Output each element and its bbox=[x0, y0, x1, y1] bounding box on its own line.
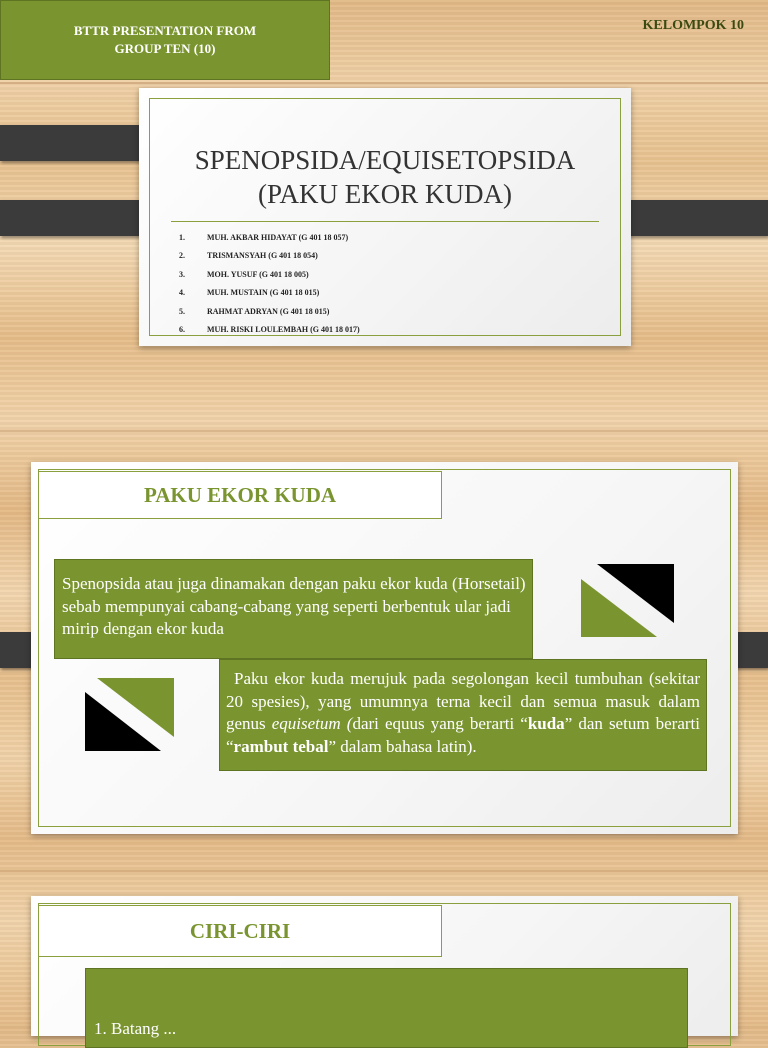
member-number: 1. bbox=[179, 232, 185, 242]
decor-bar bbox=[0, 200, 155, 236]
member-name: TRISMANSYAH (G 401 18 054) bbox=[207, 251, 318, 261]
decor-bar bbox=[613, 200, 768, 236]
presentation-title-box bbox=[0, 0, 330, 80]
explanation-box bbox=[219, 659, 707, 771]
title-slide bbox=[139, 88, 631, 346]
member-name: MOH. YUSUF (G 401 18 005) bbox=[207, 269, 309, 279]
text-segment: ” dan setum berarti “ bbox=[226, 714, 700, 756]
presentation-title-line2: GROUP TEN (10) bbox=[114, 41, 216, 56]
member-item bbox=[179, 265, 360, 284]
explanation-text bbox=[226, 668, 700, 758]
characteristics-box bbox=[85, 968, 688, 1048]
member-number: 6. bbox=[179, 325, 185, 335]
content-slide bbox=[31, 462, 738, 834]
member-name: MUH. MUSTAIN (G 401 18 015) bbox=[207, 288, 320, 298]
text-segment: dari equus yang berarti “ bbox=[352, 714, 528, 733]
title-divider bbox=[171, 221, 599, 222]
member-item bbox=[179, 247, 360, 266]
characteristics-slide bbox=[31, 896, 738, 1036]
slide-title bbox=[139, 143, 631, 211]
definition-box: Spenopsida atau juga dinamakan dengan paku ekor kuda (Horsetail) sebab mempunyai cabang-cabang yang seperti berbentuk ular jadi mirip dengan ekor kuda bbox=[54, 559, 533, 659]
text-segment: Paku ekor kuda merujuk pada segolongan kecil tumbuhan (sekitar 20 spesies), yang umumnya terna kecil dan semua masuk dalam genus bbox=[226, 669, 700, 733]
diagonal-decor-icon bbox=[84, 678, 176, 752]
member-item bbox=[179, 321, 360, 340]
presentation-title-line1: BTTR PRESENTATION FROM bbox=[73, 23, 257, 38]
group-label: KELOMPOK 10 bbox=[642, 18, 744, 33]
member-list bbox=[179, 228, 360, 339]
slide-title-line2: (PAKU EKOR KUDA) bbox=[257, 179, 512, 209]
slide-heading: PAKU EKOR KUDA bbox=[38, 471, 442, 519]
decor-bar bbox=[0, 125, 157, 161]
diagonal-decor-icon bbox=[580, 564, 675, 638]
slide-heading: CIRI-CIRI bbox=[38, 905, 442, 957]
member-item bbox=[179, 228, 360, 247]
member-item bbox=[179, 284, 360, 303]
text-segment: ” dalam bahasa latin). bbox=[328, 736, 477, 756]
member-item bbox=[179, 302, 360, 321]
member-number: 2. bbox=[179, 251, 185, 261]
characteristic-item: 1. Batang ... bbox=[94, 1019, 177, 1038]
member-name: MUH. RISKI LOULEMBAH (G 401 18 017) bbox=[207, 325, 360, 335]
member-number: 5. bbox=[179, 306, 185, 316]
italic-term: equisetum ( bbox=[271, 714, 353, 733]
member-name: MUH. AKBAR HIDAYAT (G 401 18 057) bbox=[207, 232, 349, 242]
member-number: 4. bbox=[179, 288, 185, 298]
bold-term: rambut tebal bbox=[233, 736, 329, 756]
member-number: 3. bbox=[179, 269, 185, 279]
bold-term: kuda bbox=[527, 714, 565, 733]
member-name: RAHMAT ADRYAN (G 401 18 015) bbox=[207, 306, 330, 316]
slide-title-line1: SPENOPSIDA/EQUISETOPSIDA bbox=[194, 145, 576, 175]
